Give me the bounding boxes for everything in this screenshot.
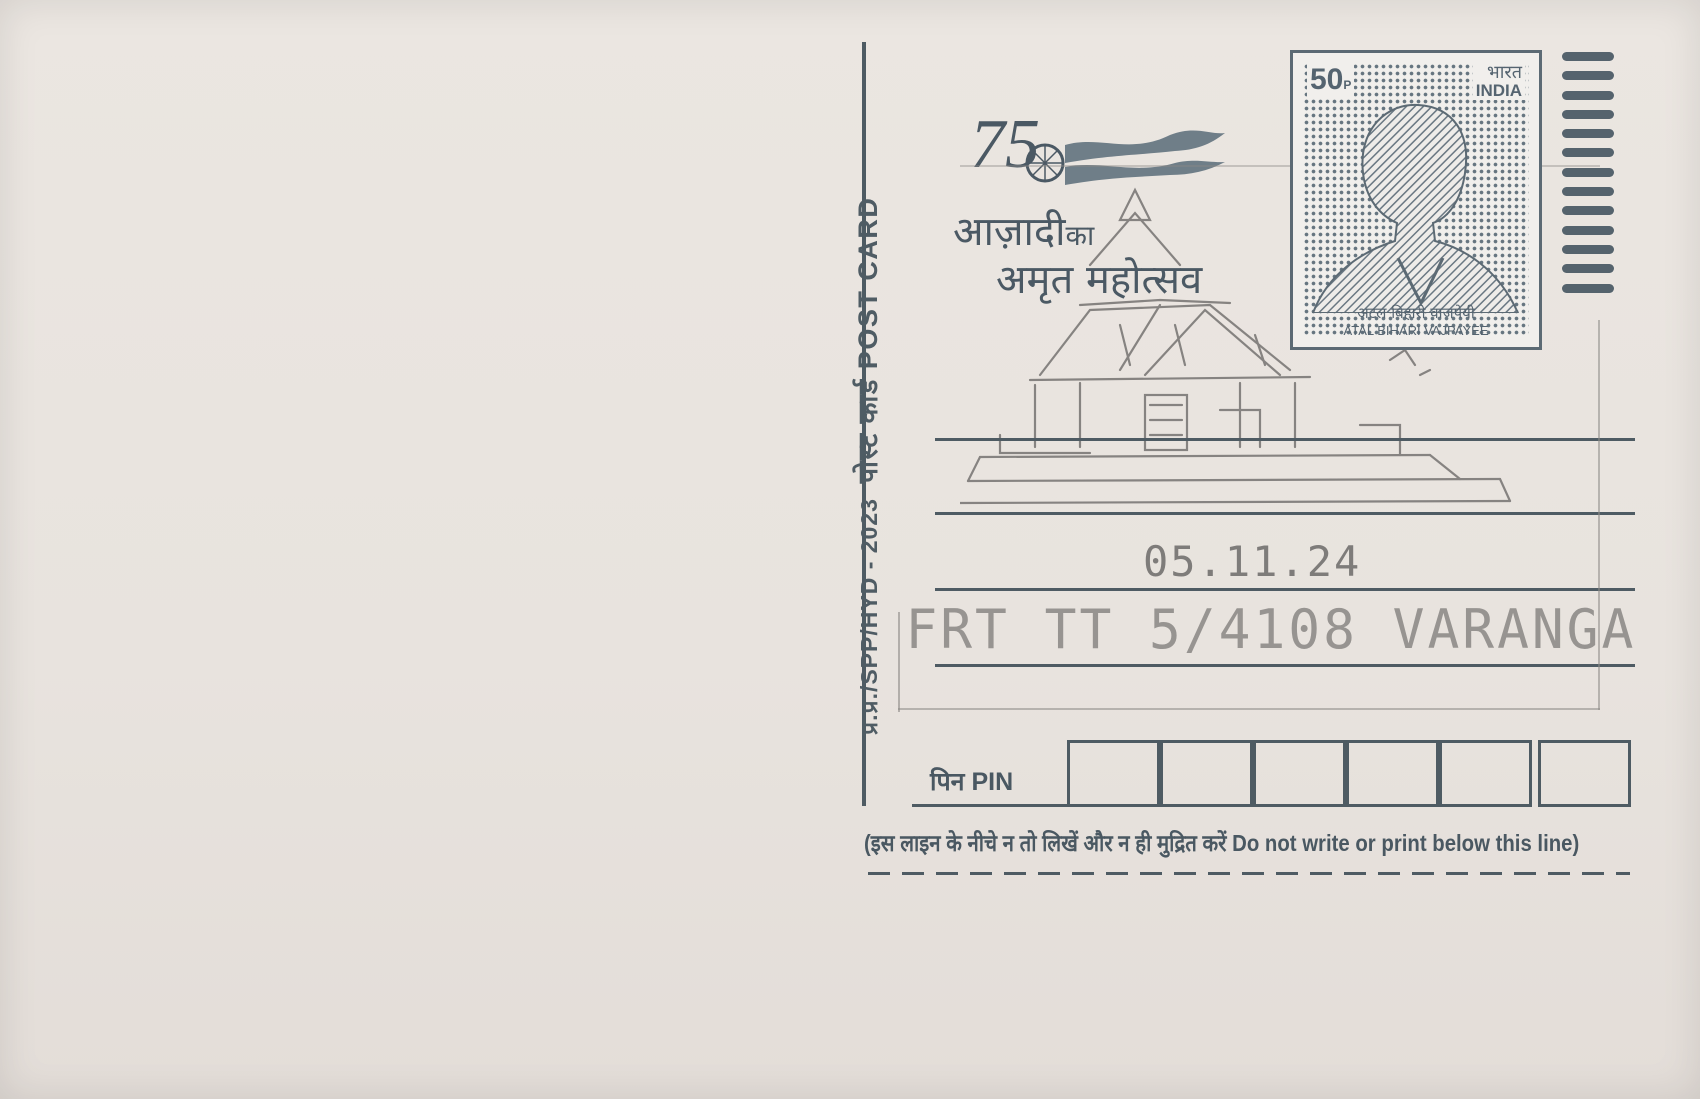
phosphor-bar — [1562, 168, 1614, 177]
stamp-value-unit: P — [1343, 78, 1352, 92]
azadi-word: आज़ादी — [953, 209, 1066, 255]
stamp-name-english: ATAL BIHARI VAJPAYEE — [1343, 323, 1489, 338]
pin-box-4[interactable] — [1346, 740, 1439, 807]
portrait-icon — [1303, 73, 1529, 313]
pin-box-3[interactable] — [1253, 740, 1346, 807]
phosphor-bar — [1562, 264, 1614, 273]
side-code: प्र.प्र./SPP/HYD - 2023 — [856, 498, 882, 735]
phosphor-bar — [1562, 91, 1614, 100]
postmark-frame-left — [898, 612, 900, 712]
phosphor-bar — [1562, 52, 1614, 61]
stamp-value-number: 50 — [1310, 63, 1344, 96]
phosphor-bar — [1562, 245, 1614, 254]
phosphor-bar — [1562, 226, 1614, 235]
ka-word: का — [1065, 219, 1095, 252]
address-line-3[interactable] — [935, 588, 1635, 591]
address-line-1[interactable] — [935, 438, 1635, 441]
address-line-2[interactable] — [935, 512, 1635, 515]
pin-box-6[interactable] — [1538, 740, 1631, 807]
phosphor-bar — [1562, 284, 1614, 293]
pin-label: पिन PIN — [930, 768, 1014, 796]
pin-underline — [912, 804, 1070, 807]
address-line-4[interactable] — [935, 664, 1635, 667]
flag-wave-top — [1065, 130, 1225, 163]
pin-box-2[interactable] — [1160, 740, 1253, 807]
postmark-office: FRT TT 5/4108 VARANGA — [905, 598, 1637, 661]
logo-number: 75 — [970, 106, 1040, 183]
dashed-cut-line — [868, 872, 1630, 875]
azadi-heading-line2: अमृत महोत्सव — [996, 257, 1203, 303]
side-print-text — [848, 197, 885, 735]
stamp-country — [1473, 63, 1525, 100]
side-title: पोस्ट कार्ड POST CARD — [853, 196, 883, 484]
stamp-country-hindi: भारत — [1487, 62, 1522, 82]
postage-stamp — [1290, 50, 1542, 350]
chakra-spokes — [1027, 145, 1063, 181]
phosphor-bars — [1562, 52, 1614, 303]
phosphor-bar — [1562, 110, 1614, 119]
pin-box-5[interactable] — [1439, 740, 1532, 807]
postmark-date: 05.11.24 — [1143, 537, 1362, 586]
phosphor-bar — [1562, 206, 1614, 215]
footer-note: (इस लाइन के नीचे न तो लिखें और न ही मुद्रित करें Do not write or print below this line) — [864, 830, 1580, 856]
phosphor-bar — [1562, 129, 1614, 138]
stamp-name-hindi: अटल बिहारी वाजपेयी — [1357, 304, 1475, 322]
phosphor-bar — [1562, 187, 1614, 196]
pin-box-1[interactable] — [1067, 740, 1160, 807]
stamp-country-english: INDIA — [1475, 80, 1522, 100]
phosphor-bar — [1562, 71, 1614, 80]
phosphor-bar — [1562, 148, 1614, 157]
postmark-frame-bottom — [898, 708, 1600, 710]
stamp-value — [1307, 63, 1354, 97]
